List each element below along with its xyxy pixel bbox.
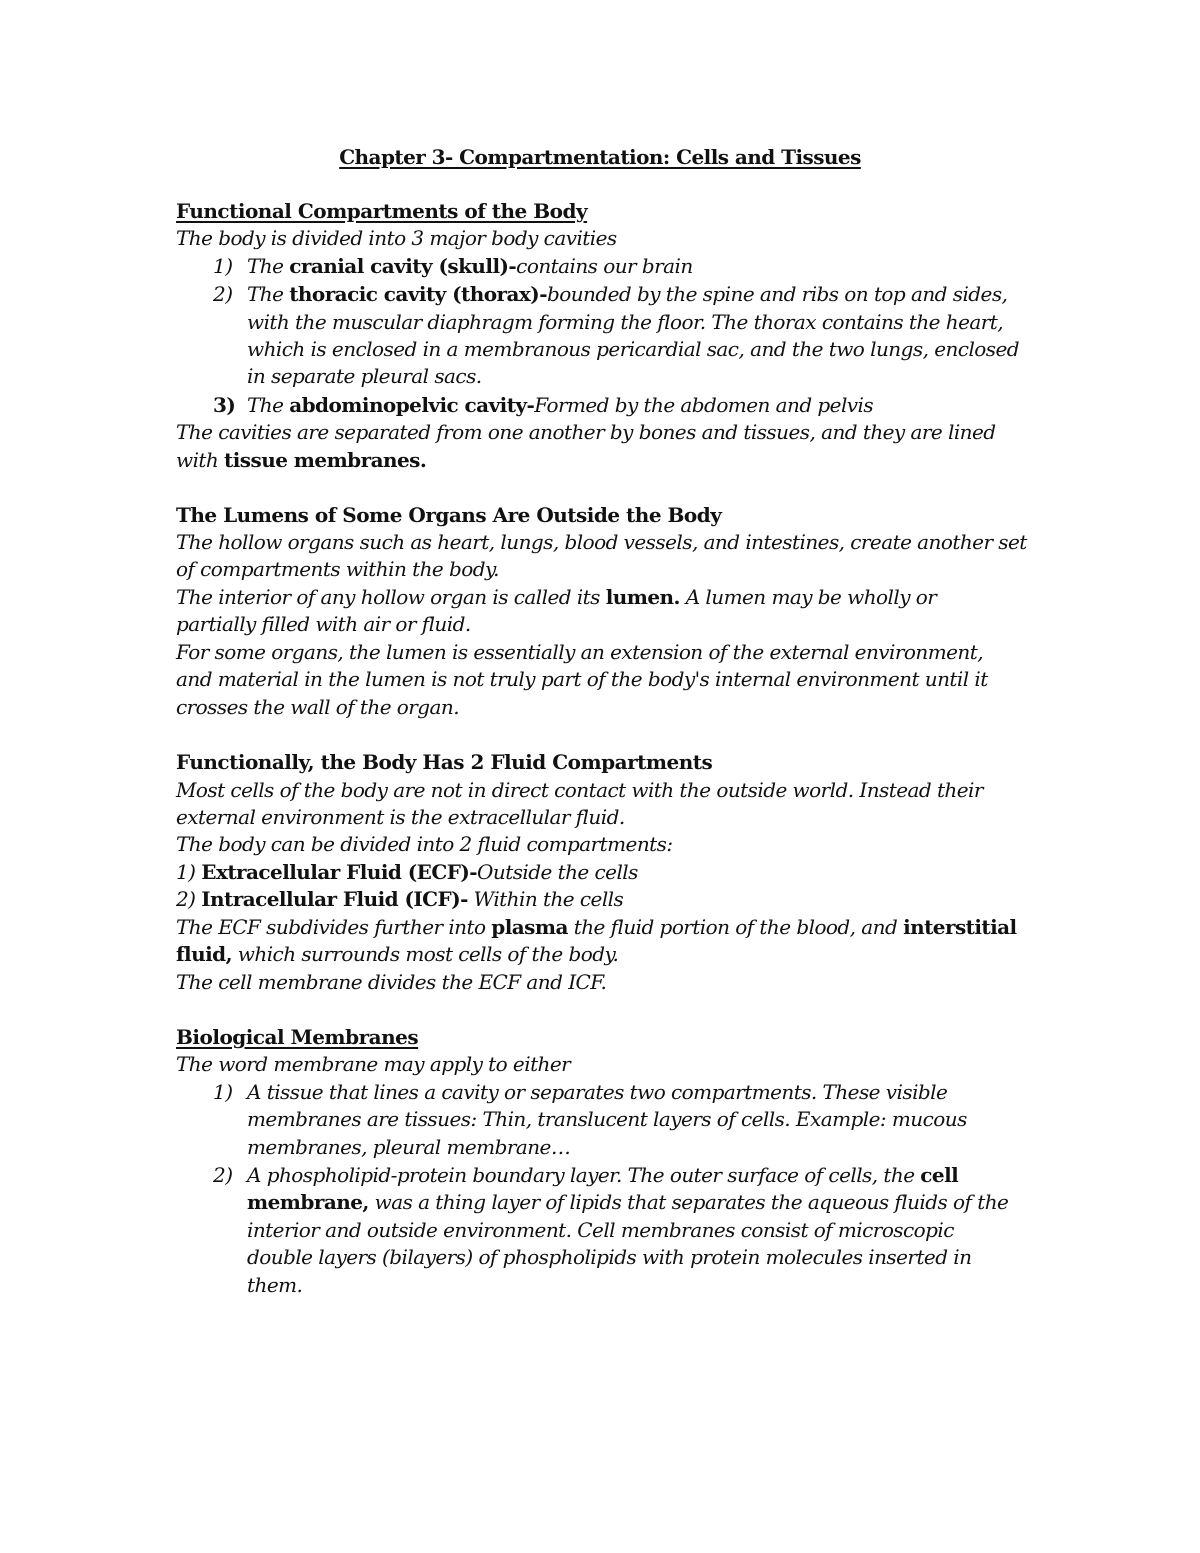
text-span: 1) bbox=[176, 860, 202, 884]
text-span: which surrounds most cells of the body. bbox=[232, 942, 619, 966]
text-span: A lumen may be wholly or bbox=[679, 585, 937, 609]
list-item-cell-membrane bbox=[247, 1162, 958, 1189]
paragraph-line: The body is divided into 3 major body cavities bbox=[176, 226, 617, 250]
section-heading-functional-compartments: Functional Compartments of the Body bbox=[176, 199, 588, 223]
text-span: Formed by the abdomen and pelvis bbox=[534, 393, 874, 417]
paragraph-line bbox=[176, 886, 623, 913]
text-span: A phospholipid-protein boundary layer. The outer surface of cells, the bbox=[247, 1163, 921, 1187]
paragraph-line: For some organs, the lumen is essentially an extension of the external environment, bbox=[176, 640, 984, 664]
bold-term: Intracellular Fluid (ICF)- bbox=[201, 887, 468, 911]
section-heading-biological-membranes: Biological Membranes bbox=[176, 1025, 419, 1049]
list-item-tissue-membrane: A tissue that lines a cavity or separates two compartments. These visible bbox=[247, 1080, 948, 1104]
list-item-continuation: in separate pleural sacs. bbox=[247, 364, 482, 388]
bold-term: cranial cavity (skull)- bbox=[289, 254, 517, 278]
paragraph-line bbox=[176, 859, 638, 886]
text-span: was a thing layer of lipids that separates the aqueous fluids of the bbox=[368, 1190, 1009, 1214]
list-item-continuation: them. bbox=[247, 1273, 303, 1297]
list-item-thoracic bbox=[247, 281, 1007, 308]
bold-term: cell bbox=[920, 1163, 959, 1187]
bold-term: membrane, bbox=[247, 1190, 369, 1214]
list-item-continuation: interior and outside environment. Cell membranes consist of microscopic bbox=[247, 1218, 954, 1242]
paragraph-line: and material in the lumen is not truly part of the body's internal environment until it bbox=[176, 667, 988, 691]
paragraph-line bbox=[176, 584, 936, 611]
text-span: The ECF subdivides further into bbox=[176, 915, 492, 939]
paragraph-line bbox=[176, 941, 618, 968]
text-span: The bbox=[247, 254, 290, 278]
list-number: 2) bbox=[213, 282, 233, 306]
bold-term: thoracic cavity (thorax)- bbox=[289, 282, 547, 306]
text-span: The bbox=[247, 393, 290, 417]
paragraph-line bbox=[176, 914, 1017, 941]
text-span: bounded by the spine and ribs on top and sides, bbox=[546, 282, 1008, 306]
section-heading-lumens: The Lumens of Some Organs Are Outside the Body bbox=[176, 503, 722, 527]
text-span: contains our brain bbox=[516, 254, 693, 278]
list-item-continuation: which is enclosed in a membranous pericardial sac, and the two lungs, enclosed bbox=[247, 337, 1020, 361]
list-item-continuation bbox=[247, 1189, 1008, 1216]
paragraph-line: The hollow organs such as heart, lungs, blood vessels, and intestines, create another set bbox=[176, 530, 1027, 554]
list-item-continuation: double layers (bilayers) of phospholipids with protein molecules inserted in bbox=[247, 1245, 972, 1269]
bold-term: lumen. bbox=[605, 585, 680, 609]
list-item-abdominopelvic bbox=[247, 392, 873, 419]
text-span: Outside the cells bbox=[477, 860, 638, 884]
bold-term: Extracellular Fluid (ECF)- bbox=[201, 860, 478, 884]
list-item-continuation: membranes, pleural membrane… bbox=[247, 1135, 571, 1159]
bold-term: interstitial bbox=[903, 915, 1017, 939]
paragraph-line: The word membrane may apply to either bbox=[176, 1052, 571, 1076]
paragraph-line: The cell membrane divides the ECF and ICF. bbox=[176, 970, 607, 994]
paragraph-line: external environment is the extracellular fluid. bbox=[176, 805, 625, 829]
paragraph-line: partially filled with air or fluid. bbox=[176, 612, 471, 636]
list-item-continuation: with the muscular diaphragm forming the floor. The thorax contains the heart, bbox=[247, 310, 1004, 334]
section-heading-fluid-compartments: Functionally, the Body Has 2 Fluid Compartments bbox=[176, 750, 713, 774]
paragraph-line: crosses the wall of the organ. bbox=[176, 695, 460, 719]
list-number: 1) bbox=[213, 254, 233, 278]
list-number: 3) bbox=[213, 393, 236, 417]
text-span: with bbox=[176, 448, 225, 472]
paragraph-line: The body can be divided into 2 fluid compartments: bbox=[176, 832, 673, 856]
page-title: Chapter 3- Compartmentation: Cells and Tissues bbox=[339, 145, 861, 169]
list-item-continuation: membranes are tissues: Thin, translucent layers of cells. Example: mucous bbox=[247, 1107, 967, 1131]
text-span: the fluid portion of the blood, and bbox=[567, 915, 904, 939]
bold-term: plasma bbox=[491, 915, 568, 939]
text-span: 2) bbox=[176, 887, 202, 911]
list-item-cranial bbox=[247, 253, 693, 280]
bold-term: abdominopelvic cavity- bbox=[289, 393, 535, 417]
text-span: Within the cells bbox=[467, 887, 624, 911]
text-span: The bbox=[247, 282, 290, 306]
paragraph-line: of compartments within the body. bbox=[176, 557, 499, 581]
paragraph-line bbox=[176, 447, 426, 474]
bold-term: fluid, bbox=[176, 942, 232, 966]
bold-term: tissue membranes. bbox=[224, 448, 427, 472]
text-span: The interior of any hollow organ is called its bbox=[176, 585, 606, 609]
list-number: 1) bbox=[213, 1080, 233, 1104]
paragraph-line: The cavities are separated from one another by bones and tissues, and they are lined bbox=[176, 420, 996, 444]
paragraph-line: Most cells of the body are not in direct contact with the outside world. Instead their bbox=[176, 778, 983, 802]
list-number: 2) bbox=[213, 1163, 233, 1187]
